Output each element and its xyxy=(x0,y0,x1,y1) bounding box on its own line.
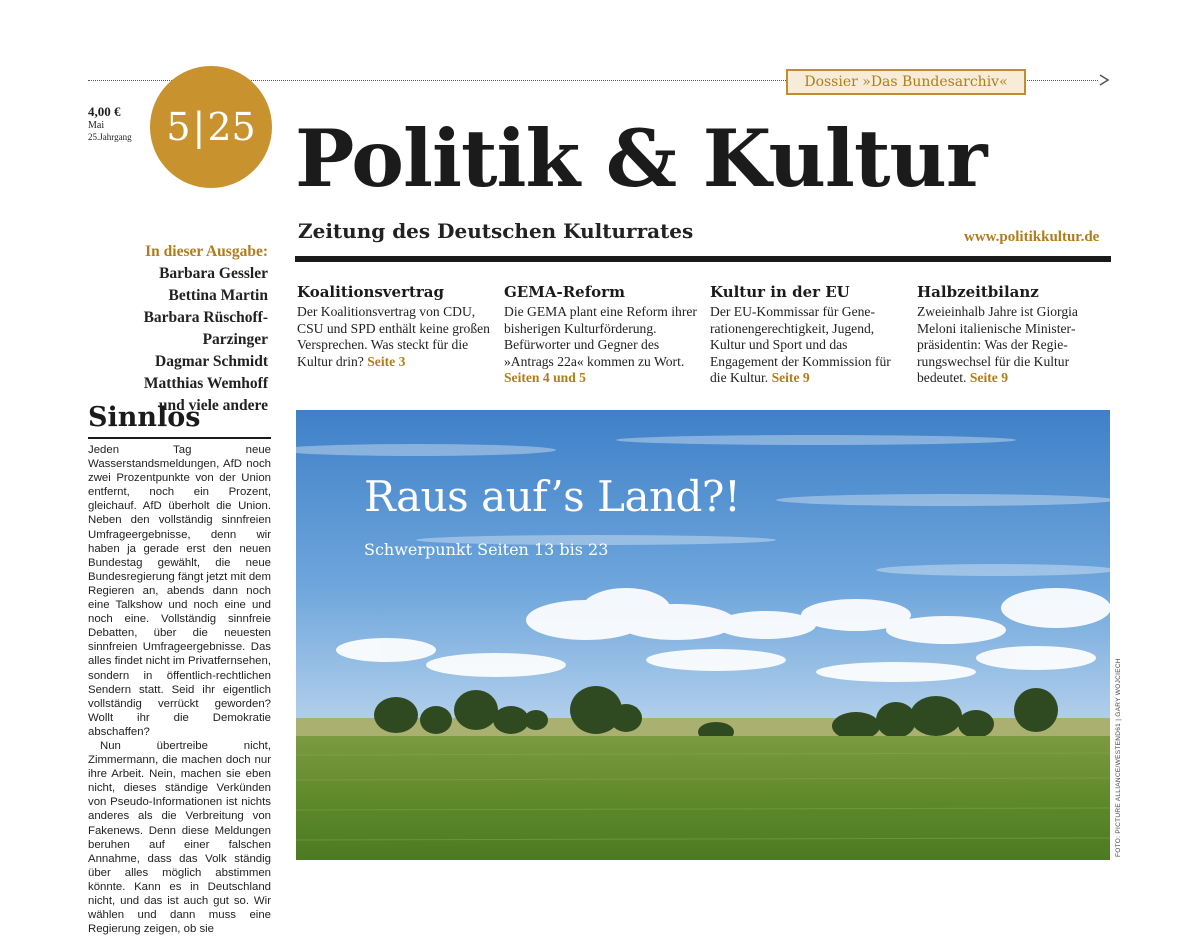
teaser-page-ref[interactable]: Seite 3 xyxy=(367,353,406,369)
teaser-title: Koalitionsvertrag xyxy=(297,283,445,301)
teaser-title: Kultur in der EU xyxy=(710,283,850,301)
teaser-text xyxy=(504,304,699,387)
issue-month: Mai xyxy=(88,120,105,131)
contributor-name: Matthias Wemhoff xyxy=(143,375,268,392)
teaser-body: Die GEMA plant eine Reform ihrer bisherigen Kulturförderung. Befürworter und Gegner des »Antrags 22a« kommen zu Wort. xyxy=(504,304,697,369)
editorial-paragraph: Jeden Tag neue Wasserstandsmeldungen, AfD noch zwei Prozentpunkte von der Union entfernt, noch ein Prozent, gleichauf. AfD überholt die Union. Neben den vollständig sinnfreien Umfrageergebnisse, denn wir haben ja gerade erst den neuen Bundestag gewählt, die neue Bundesregierung fängt jetzt mit dem Regieren an, abends dann noch eine Talkshow und noch eine und noch eine. Vollständig sinnfreie Debatten, über die neuesten sinnfreien Umfrageergebnisse. Das alles findet nicht im Privatfernsehen, sondern in öffentlich-rechtlichen Sendern statt. Seid ihr eigentlich vollständig verrückt geworden? Wollt ihr die Demokratie abschaffen? xyxy=(88,444,271,738)
teaser-title: Halbzeitbilanz xyxy=(917,283,1039,301)
dossier-label[interactable]: Dossier »Das Bundesarchiv« xyxy=(786,69,1026,95)
teaser-page-ref[interactable]: Seiten 4 und 5 xyxy=(504,370,586,385)
editorial-paragraph: Nun übertreibe nicht, Zimmermann, die machen doch nur ihre Arbeit. Nein, machen sie eben nicht, dieses ständige Verkünden von Pseudo-Informationen ist nichts anderes als die Verbreitung von Fakenews. Denn diese Meldungen beruhen auf einer falschen Annahme, dass das Volk ständig über alles möglich abstimmen könnte. Kann es in Deutschland nicht, und das ist auch gut so. Wir wählen und dann muss eine Regierung zeigen, ob sie xyxy=(88,739,271,936)
teaser-text xyxy=(297,304,492,370)
teaser-halbzeitbilanz[interactable] xyxy=(917,282,1112,387)
teaser-body: Der EU-Kommissar für Generationengerechtigkeit, Jugend, Kultur und Sport und das Engagement der Kommission für die Kultur. xyxy=(710,304,891,385)
masthead-rule xyxy=(295,256,1111,262)
arrow-right-icon xyxy=(1097,73,1111,87)
teaser-title: GEMA-Reform xyxy=(504,283,625,301)
teaser-koalitionsvertrag[interactable] xyxy=(297,282,492,370)
contributor-name: Bettina Martin xyxy=(168,287,268,304)
masthead-subtitle: Zeitung des Deutschen Kulturrates xyxy=(298,219,694,243)
contributor-name: und viele andere xyxy=(158,397,268,414)
issue-year: 25 xyxy=(207,105,256,149)
editorial-body xyxy=(88,443,271,936)
issue-price: 4,00 € xyxy=(88,104,121,119)
website-link[interactable]: www.politikkultur.de xyxy=(964,229,1100,245)
teaser-text xyxy=(710,304,905,387)
teaser-kultur-eu[interactable] xyxy=(710,282,905,387)
issue-volume: 25.Jahrgang xyxy=(88,132,132,142)
in-this-issue xyxy=(88,241,268,417)
issue-number: 5 xyxy=(166,105,191,149)
masthead-title: Politik & Kultur xyxy=(295,112,987,205)
teaser-gema-reform[interactable] xyxy=(504,282,699,387)
feature-subtitle: Schwerpunkt Seiten 13 bis 23 xyxy=(364,540,609,559)
teaser-text xyxy=(917,304,1112,387)
issue-divider: | xyxy=(192,105,206,149)
in-this-issue-heading: In dieser Ausgabe: xyxy=(145,243,268,260)
teaser-page-ref[interactable]: Seite 9 xyxy=(969,370,1008,385)
editorial-title: Sinnlos xyxy=(88,402,201,433)
teaser-body: Der Koalitionsvertrag von CDU, CSU und SPD enthält keine großen Versprechen. Was steckt für die Kultur drin? xyxy=(297,304,490,369)
photo-credit: FOTO: PICTURE ALLIANCE/WESTEND61 | GARY WOJCIECH xyxy=(1115,658,1122,857)
issue-number-badge xyxy=(150,66,272,188)
feature-title: Raus auf’s Land?! xyxy=(364,472,741,521)
teaser-body: Zweieinhalb Jahre ist Giorgia Meloni italienische Ministerpräsidentin: Was der Regierungswechsel für die Kultur bedeutet. xyxy=(917,304,1078,385)
contributor-name: Barbara Gessler xyxy=(159,265,268,282)
contributor-name: Barbara Rüschoff-Parzinger xyxy=(143,309,268,348)
contributor-name: Dagmar Schmidt xyxy=(155,353,268,370)
editorial-rule xyxy=(88,437,271,439)
teaser-page-ref[interactable]: Seite 9 xyxy=(771,370,810,385)
